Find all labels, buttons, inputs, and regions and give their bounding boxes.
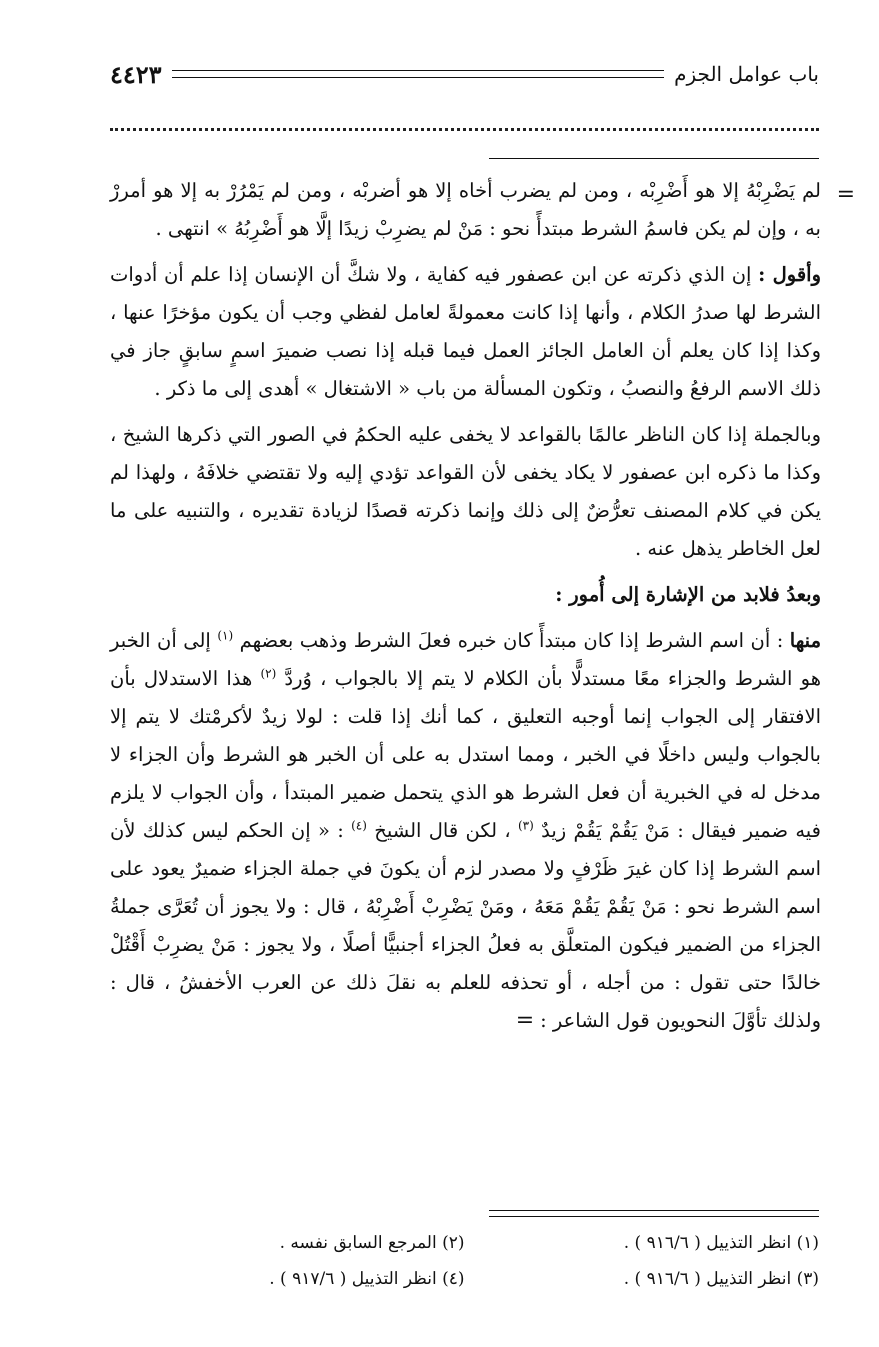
main-text <box>110 172 855 1048</box>
footnote-ref-3[interactable]: (٣) <box>517 818 534 833</box>
section-rule <box>489 158 819 159</box>
footnote-2: (٢) المرجع السابق نفسه . <box>279 1233 465 1253</box>
paragraph-2-text: إن الذي ذكرته عن ابن عصفور فيه كفاية ، ولا شكَّ أن الإنسان إذا علم أن أدوات الشرط لها صدرُ الكلام ، وأنها إذا كانت معمولةً لعامل لفظي وجب أن يكون مؤخرًا عنها ، وكذا إذا كان يعلم أن العامل الجائز العمل فيما قبله إذا نصب ضميرَ اسمٍ سابقٍ جاز في ذلك الاسم الرفعُ والنصبُ ، وتكون المسألة من باب « الاشتغال » أهدى إلى ما ذكر . <box>110 263 821 400</box>
paragraph-4-text-b: إلى أن الخبر هو الشرط والجزاء معًا مستدلًّا بأن الكلام لا يتم إلا بالجواب ، وُردَّ <box>110 629 821 690</box>
footnote-4: (٤) انظر التذييل ( ٩١٧/٦ ) . <box>269 1269 465 1289</box>
dotted-separator <box>110 128 819 131</box>
paragraph-4-text-d: ، لكن قال الشيخ <box>366 819 518 842</box>
continuation-end-mark: = <box>515 1008 535 1033</box>
footnote-ref-1[interactable]: (١) <box>217 628 234 643</box>
paragraph-4 <box>110 622 821 1040</box>
paragraph-2 <box>110 256 821 408</box>
paragraph-3: وبالجملة إذا كان الناظر عالمًا بالقواعد لا يخفى عليه الحكمُ في الصور التي ذكرها الشيخ ، وكذا ما ذكره ابن عصفور لا يكاد يخفى لأن القواعد تؤدي إليه ولا تقتضي خلافَهُ ، ولهذا لم يكن في كلام المصنف تعرُّضٌ إلى ذلك وإنما ذكرته قصدًا لزيادة تقديره ، والتنبيه على ما لعل الخاطر يذهل عنه . <box>110 423 821 560</box>
paragraph-1: لم يَضْرِبْهُ إلا هو أَضْرِبْه ، ومن لم يضرب أخاه إلا هو أضربْه ، ومن لم يَمْرُرْ به إلا هو أمررْ به ، وإن لم يكن فاسمُ الشرط مبتدأً نحو : مَنْ لم يضرِبْ زيدًا إلَّا هو أَضْرِبُهُ » انتهى . <box>110 179 821 240</box>
footnote-3: (٣) انظر التذييل ( ٩١٦/٦ ) . <box>623 1269 819 1289</box>
footnote-rule <box>489 1210 819 1217</box>
paragraph-4-text-c: هذا الاستدلال بأن الافتقار إلى الجواب إنما أوجبه التعليق ، كما أنك إذا قلت : لولا زيدٌ لأكرمْتك لا يتم إلا بالجواب وليس داخلًا في الخبر ، ومما استدل به على أن الخبر هو الشرط وأن الجزاء لا مدخل له في الخبرية أن فعل الشرط هو الذي يتحمل ضمير المبتدأ ، وأن الجواب لا يلزم فيه ضمير فيقال : مَنْ يَقُمْ يَقُمْ زيدٌ <box>110 667 822 842</box>
paragraph-4-text-e: : « إن الحكم ليس كذلك لأن اسم الشرط إذا كان غيرَ ظَرْفٍ ولا مصدر لزم أن يكونَ في جملة الجزاء ضميرٌ يعود على اسم الشرط نحو : مَنْ يَقُمْ يَقُمْ مَعَهُ ، ومَنْ يَضْرِبْ أَضْرِبْهُ ، قال : ولا يجوز أن تُعَرَّى جملةُ الجزاء من الضمير فيكون المتعلَّق به فعلُ الجزاء أجنبيًّا أصلًا ، ولا يجوز : مَنْ يضرِبْ أَقْتُلْ خالدًا حتى تقول : من أجله ، أو تحذفه للعلم به نقلَ ذلك عن العرب الأخفشُ ، قال : ولذلك تأوَّلَ النحويون قول الشاعر : <box>110 819 821 1032</box>
footnote-ref-4[interactable]: (٤) <box>351 818 367 833</box>
header-rule <box>172 70 665 78</box>
running-header <box>110 58 819 90</box>
footnotes <box>110 1225 819 1297</box>
chapter-title: باب عوامل الجزم <box>674 62 819 86</box>
paragraph-2-lead: وأقول : <box>758 263 821 286</box>
paragraph-4-text-a: : أن اسم الشرط إذا كان مبتدأً كان خبره فعلَ الشرط وذهب بعضهم <box>233 629 790 652</box>
section-heading: وبعدُ فلابد من الإشارة إلى أُمور : <box>555 583 821 606</box>
page-number: ٤٤٢٣ <box>110 59 162 89</box>
paragraph-4-lead: منها <box>789 629 822 652</box>
footnote-1: (١) انظر التذييل ( ٩١٦/٦ ) . <box>623 1233 819 1253</box>
footnote-ref-2[interactable]: (٢) <box>260 666 277 681</box>
continuation-mark: = <box>836 182 855 207</box>
